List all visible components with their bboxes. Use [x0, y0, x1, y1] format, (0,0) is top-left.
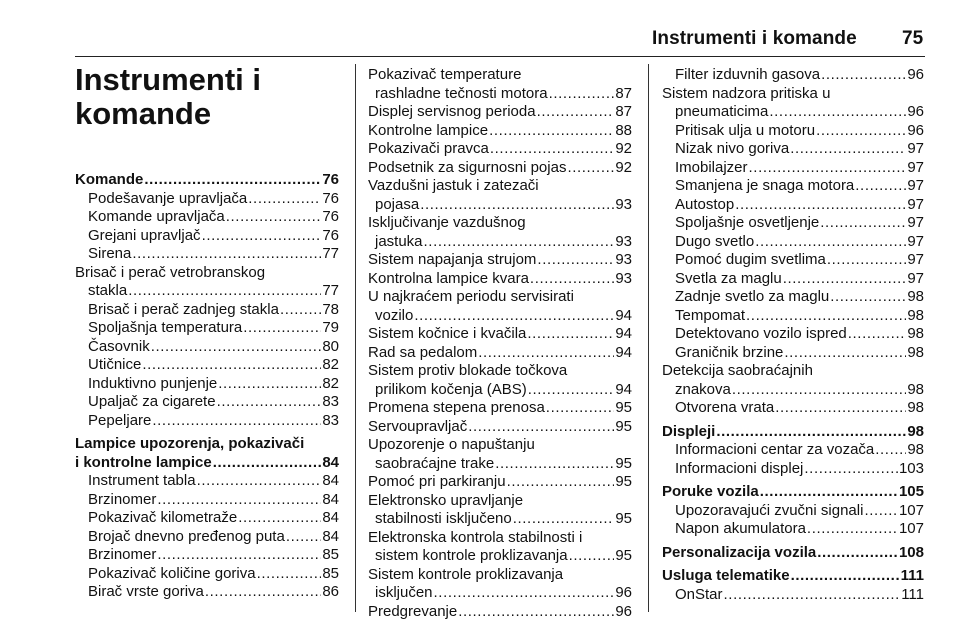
toc-section-entry[interactable] — [662, 567, 924, 586]
header-rule — [75, 56, 925, 57]
toc-entry-heading[interactable]: Sistem kontrole proklizavanja — [368, 565, 564, 583]
toc-entry-heading[interactable]: Sistem protiv blokade točkova — [368, 362, 568, 379]
toc-entry-label: OnStar — [675, 585, 723, 603]
toc-entry[interactable] — [368, 473, 632, 492]
toc-entry-label: Detektovano vozilo ispred — [675, 325, 847, 342]
toc-entry-label: Spoljašnja temperatura — [88, 319, 243, 336]
dot-leader — [746, 307, 906, 326]
dot-leader — [132, 245, 321, 264]
toc-entry[interactable] — [368, 510, 632, 529]
dot-leader — [537, 103, 615, 122]
toc-entry-label: Podešavanje upravljača — [88, 189, 248, 207]
dot-leader — [537, 251, 614, 270]
toc-entry[interactable] — [662, 399, 924, 418]
toc-page-number: 93 — [615, 232, 632, 250]
toc-entry[interactable] — [75, 227, 339, 246]
toc-entry[interactable] — [368, 233, 632, 252]
dot-leader — [830, 288, 906, 307]
toc-page-number: 84 — [322, 472, 339, 489]
toc-page-number: 96 — [907, 121, 924, 139]
dot-leader — [769, 103, 906, 122]
toc-entry-label: Utičnice — [88, 356, 142, 373]
toc-page-number: 96 — [907, 103, 924, 120]
toc-column-1 — [75, 171, 339, 602]
page-number: 75 — [902, 28, 924, 49]
toc-page-number: 103 — [898, 459, 924, 477]
toc-entry[interactable] — [75, 565, 339, 584]
dot-leader — [468, 418, 614, 437]
column-divider — [355, 64, 356, 612]
dot-leader — [783, 270, 907, 289]
toc-entry[interactable] — [662, 288, 924, 307]
toc-entry-label: Spoljašnje osvetljenje — [675, 214, 820, 231]
toc-entry[interactable] — [662, 460, 924, 479]
toc-entry-heading[interactable]: Elektronska kontrola stabilnosti i — [368, 528, 583, 546]
toc-entry[interactable] — [368, 103, 632, 122]
toc-section-entry[interactable] — [662, 544, 924, 563]
toc-entry[interactable] — [662, 122, 924, 141]
dot-leader — [816, 122, 906, 141]
toc-page-number: 92 — [615, 158, 632, 176]
dot-leader — [716, 423, 906, 442]
toc-entry-heading[interactable]: Pokazivač temperature — [368, 66, 522, 83]
toc-entry[interactable] — [368, 270, 632, 289]
toc-entry[interactable] — [75, 245, 339, 264]
toc-page-number: 76 — [322, 226, 339, 244]
toc-page-number: 79 — [322, 319, 339, 336]
toc-entry[interactable] — [75, 583, 339, 602]
toc-entry-label: Grejani upravljač — [88, 226, 201, 244]
toc-page-number: 96 — [615, 602, 632, 620]
toc-page-number: 97 — [907, 232, 924, 250]
dot-leader — [197, 472, 322, 491]
toc-page-number: 111 — [900, 567, 924, 584]
toc-page-number: 84 — [322, 453, 339, 471]
toc-page-number: 77 — [322, 282, 339, 299]
toc-entry-label: Displeji — [662, 422, 716, 440]
toc-entry-label: Zadnje svetlo za maglu — [675, 288, 830, 305]
dot-leader — [286, 528, 321, 547]
toc-entry[interactable] — [662, 177, 924, 196]
toc-page-number: 77 — [322, 245, 339, 262]
toc-entry-label: Pomoć pri parkiranju — [368, 473, 506, 490]
toc-entry-heading[interactable]: Detekcija saobraćajnih — [662, 362, 813, 379]
toc-entry-label: stakla — [88, 282, 128, 299]
toc-entry-label: Smanjena je snaga motora — [675, 177, 855, 194]
toc-entry[interactable] — [368, 122, 632, 141]
toc-page-number: 97 — [907, 158, 924, 176]
toc-page-number: 93 — [615, 269, 632, 287]
toc-entry[interactable] — [75, 509, 339, 528]
toc-page-number: 98 — [907, 325, 924, 342]
toc-section-entry[interactable] — [75, 454, 339, 473]
toc-section-entry[interactable] — [75, 171, 339, 190]
toc-entry-label: Pritisak ulja u motoru — [675, 121, 816, 139]
toc-page-number: 76 — [322, 189, 339, 207]
toc-entry-label: Filter izduvnih gasova — [675, 66, 821, 83]
toc-entry[interactable] — [662, 325, 924, 344]
dot-leader — [217, 393, 322, 412]
dot-leader — [420, 196, 614, 215]
toc-page-number: 87 — [615, 103, 632, 120]
toc-page-number: 95 — [615, 454, 632, 472]
dot-leader — [238, 509, 321, 528]
toc-page-number: 84 — [322, 509, 339, 526]
toc-entry[interactable] — [368, 325, 632, 344]
toc-entry[interactable] — [368, 140, 632, 159]
toc-entry-label: Svetla za maglu — [675, 269, 782, 287]
toc-entry[interactable] — [368, 159, 632, 178]
toc-entry-label: pojasa — [375, 195, 420, 213]
toc-page-number: 92 — [615, 140, 632, 157]
toc-entry-label: Usluga telematike — [662, 567, 790, 584]
toc-entry-label: Brojač dnevno pređenog puta — [88, 527, 285, 545]
toc-entry-label: Kontrolna lampice kvara — [368, 269, 529, 287]
dot-leader — [569, 547, 615, 566]
toc-page-number: 98 — [907, 399, 924, 416]
toc-entry-label: Predgrevanje — [368, 602, 458, 620]
toc-entry[interactable] — [75, 190, 339, 209]
dot-leader — [144, 171, 321, 190]
toc-entry-label: Brzinomer — [88, 546, 157, 563]
dot-leader — [128, 282, 321, 301]
toc-entry-label: rashladne tečnosti motora — [375, 84, 548, 102]
toc-entry[interactable] — [368, 344, 632, 363]
toc-page-number: 95 — [615, 399, 632, 416]
dot-leader — [791, 567, 900, 586]
toc-page-number: 97 — [907, 269, 924, 287]
toc-page-number: 86 — [322, 583, 339, 600]
toc-entry-label: Rad sa pedalom — [368, 343, 478, 361]
toc-entry[interactable] — [662, 66, 924, 85]
toc-entry[interactable] — [75, 356, 339, 375]
toc-entry-heading[interactable]: Sistem nadzora pritiska u — [662, 84, 831, 102]
toc-entry[interactable] — [75, 528, 339, 547]
toc-page-number: 107 — [898, 501, 924, 519]
toc-entry[interactable] — [662, 307, 924, 326]
dot-leader — [424, 233, 615, 252]
toc-entry-label: Napon akumulatora — [675, 520, 806, 537]
toc-entry-label: Brzinomer — [88, 490, 157, 508]
toc-entry-label: Sistem kočnice i kvačila — [368, 325, 527, 342]
dot-leader — [490, 140, 614, 159]
toc-entry[interactable] — [368, 547, 632, 566]
toc-entry[interactable] — [368, 85, 632, 104]
toc-page-number: 76 — [322, 171, 339, 188]
running-header-title: Instrumenti i komande — [652, 28, 857, 49]
dot-leader — [213, 454, 322, 473]
toc-entry-heading[interactable]: Elektronsko upravljanje — [368, 491, 524, 509]
dot-leader — [848, 325, 907, 344]
dot-leader — [152, 412, 321, 431]
toc-entry-label: Pokazivač kilometraže — [88, 509, 238, 526]
dot-leader — [827, 251, 906, 270]
toc-page-number: 78 — [322, 300, 339, 318]
dot-leader — [151, 338, 322, 357]
toc-page-number: 95 — [615, 547, 632, 564]
toc-entry-label: Pokazivači pravca — [368, 140, 489, 157]
dot-leader — [855, 177, 906, 196]
toc-entry-heading[interactable]: Brisač i perač vetrobranskog — [75, 263, 266, 281]
toc-entry[interactable] — [75, 301, 339, 320]
dot-leader — [864, 502, 898, 521]
dot-leader — [775, 399, 906, 418]
toc-entry-label: Poruke vozila — [662, 483, 759, 500]
dot-leader — [489, 122, 614, 141]
toc-section-entry[interactable] — [662, 483, 924, 502]
toc-page-number: 85 — [322, 564, 339, 582]
toc-entry-label: i kontrolne lampice — [75, 453, 212, 471]
dot-leader — [495, 455, 614, 474]
toc-entry[interactable] — [368, 399, 632, 418]
toc-entry-label: Birač vrste goriva — [88, 583, 204, 600]
toc-page-number: 98 — [907, 422, 924, 440]
dot-leader — [243, 319, 321, 338]
dot-leader — [790, 140, 906, 159]
toc-page-number: 98 — [907, 441, 924, 458]
toc-page-number: 82 — [322, 374, 339, 392]
toc-page-number: 97 — [907, 195, 924, 213]
dot-leader — [528, 381, 615, 400]
chapter-title-line: Instrumenti i — [75, 62, 262, 97]
dot-leader — [807, 520, 898, 539]
dot-leader — [205, 583, 321, 602]
toc-page-number: 83 — [322, 411, 339, 429]
dot-leader — [875, 441, 906, 460]
toc-entry[interactable] — [75, 208, 339, 227]
toc-page-number: 97 — [907, 177, 924, 194]
toc-entry[interactable] — [662, 159, 924, 178]
toc-page-number: 88 — [615, 121, 632, 139]
toc-page-number: 85 — [322, 546, 339, 563]
dot-leader — [142, 356, 321, 375]
toc-entry-label: Dugo svetlo — [675, 232, 755, 250]
toc-page-number: 94 — [615, 306, 632, 324]
toc-entry-label: Promena stepena prenosa — [368, 399, 545, 416]
toc-entry[interactable] — [662, 140, 924, 159]
toc-entry-label: Upaljač za cigarete — [88, 393, 216, 410]
dot-leader — [414, 307, 614, 326]
toc-page-number: 98 — [907, 288, 924, 305]
toc-entry-label: Sistem napajanja strujom — [368, 251, 537, 268]
toc-page-number: 93 — [615, 195, 632, 213]
dot-leader — [749, 159, 907, 178]
toc-page-number: 97 — [907, 251, 924, 268]
dot-leader — [546, 399, 615, 418]
dot-leader — [820, 214, 906, 233]
toc-page-number: 93 — [615, 251, 632, 268]
toc-entry-label: Imobilajzer — [675, 158, 748, 176]
dot-leader — [434, 584, 615, 603]
toc-entry-label: prilikom kočenja (ABS) — [375, 380, 527, 398]
toc-entry-label: Nizak nivo goriva — [675, 140, 790, 157]
toc-entry[interactable] — [368, 196, 632, 215]
dot-leader — [567, 159, 614, 178]
toc-entry-label: Displej servisnog perioda — [368, 103, 536, 120]
toc-entry[interactable] — [662, 344, 924, 363]
toc-page-number: 96 — [907, 66, 924, 83]
toc-entry[interactable] — [662, 103, 924, 122]
dot-leader — [724, 586, 901, 605]
toc-entry[interactable] — [368, 455, 632, 474]
dot-leader — [513, 510, 615, 529]
dot-leader — [732, 381, 906, 400]
toc-entry[interactable] — [662, 381, 924, 400]
dot-leader — [458, 603, 614, 622]
toc-page-number: 97 — [907, 140, 924, 157]
dot-leader — [804, 460, 898, 479]
toc-entry[interactable] — [75, 338, 339, 357]
toc-entry-label: Kontrolne lampice — [368, 121, 489, 139]
toc-entry-label: Induktivno punjenje — [88, 374, 218, 392]
toc-entry[interactable] — [75, 319, 339, 338]
chapter-title-line: komande — [75, 96, 212, 131]
toc-entry-label: Sirena — [88, 245, 132, 262]
toc-entry[interactable] — [75, 472, 339, 491]
toc-page-number: 94 — [615, 343, 632, 361]
dot-leader — [248, 190, 321, 209]
toc-entry-label: Pepeljare — [88, 411, 152, 429]
toc-page-number: 96 — [615, 584, 632, 601]
toc-page-number: 82 — [322, 356, 339, 373]
dot-leader — [755, 233, 906, 252]
dot-leader — [549, 85, 615, 104]
toc-entry-heading[interactable]: Vazdušni jastuk i zatezači — [368, 177, 539, 194]
toc-entry-label: Instrument tabla — [88, 472, 196, 489]
dot-leader — [527, 325, 614, 344]
toc-entry-label: Brisač i perač zadnjeg stakla — [88, 300, 279, 318]
toc-entry-label: pneumaticima — [675, 103, 769, 120]
column-divider — [648, 64, 649, 612]
toc-page-number: 98 — [907, 343, 924, 361]
toc-entry[interactable] — [368, 307, 632, 326]
dot-leader — [478, 344, 614, 363]
toc-page-number: 84 — [322, 490, 339, 508]
toc-entry[interactable] — [75, 546, 339, 565]
toc-entry[interactable] — [662, 196, 924, 215]
toc-entry-label: Autostop — [675, 195, 735, 213]
dot-leader — [157, 546, 321, 565]
toc-entry-heading[interactable]: Upozorenje o napuštanju — [368, 436, 535, 453]
toc-column-2 — [368, 66, 632, 621]
toc-entry[interactable] — [368, 418, 632, 437]
toc-entry-heading[interactable]: U najkraćem periodu servisirati — [368, 288, 574, 305]
toc-entry[interactable] — [368, 584, 632, 603]
toc-page-number: 80 — [322, 337, 339, 355]
dot-leader — [530, 270, 614, 289]
toc-entry[interactable] — [75, 393, 339, 412]
toc-page-number: 98 — [907, 306, 924, 324]
dot-leader — [821, 66, 906, 85]
toc-entry-label: Časovnik — [88, 337, 150, 355]
toc-entry[interactable] — [75, 282, 339, 301]
toc-entry-label: vozilo — [375, 306, 414, 324]
toc-entry-label: isključen — [375, 584, 433, 601]
toc-entry-label: Tempomat — [675, 306, 746, 324]
toc-page-number: 97 — [907, 214, 924, 231]
dot-leader — [817, 544, 898, 563]
toc-page-number: 87 — [615, 84, 632, 102]
toc-entry[interactable] — [662, 586, 924, 605]
toc-entry-label: Graničnik brzine — [675, 343, 784, 361]
toc-section-heading[interactable]: Lampice upozorenja, pokazivači — [75, 435, 305, 452]
toc-page-number: 94 — [615, 325, 632, 342]
toc-entry[interactable] — [662, 502, 924, 521]
dot-leader — [218, 375, 321, 394]
chapter-title — [75, 63, 345, 131]
page-header — [0, 0, 960, 56]
toc-entry-label: saobraćajne trake — [375, 454, 495, 472]
toc-entry[interactable] — [75, 375, 339, 394]
toc-column-3 — [662, 66, 924, 604]
toc-section-entry[interactable] — [662, 423, 924, 442]
toc-entry-label: znakova — [675, 380, 731, 398]
toc-entry[interactable] — [368, 381, 632, 400]
toc-entry[interactable] — [75, 412, 339, 431]
toc-entry-label: sistem kontrole proklizavanja — [375, 547, 568, 564]
dot-leader — [760, 483, 898, 502]
toc-entry-label: Servoupravljač — [368, 417, 468, 435]
toc-entry-label: stabilnosti isključeno — [375, 510, 512, 527]
toc-entry[interactable] — [662, 233, 924, 252]
toc-page-number: 105 — [898, 483, 924, 500]
toc-page-number: 98 — [907, 380, 924, 398]
dot-leader — [202, 227, 322, 246]
toc-page-number: 83 — [322, 393, 339, 410]
toc-entry-label: Informacioni displej — [675, 459, 804, 477]
dot-leader — [157, 491, 321, 510]
toc-page-number: 95 — [615, 473, 632, 490]
toc-entry[interactable] — [662, 214, 924, 233]
toc-entry-label: Podsetnik za sigurnosni pojas — [368, 158, 567, 176]
dot-leader — [280, 301, 321, 320]
toc-entry-heading[interactable]: Isključivanje vazdušnog — [368, 214, 526, 231]
toc-page-number: 95 — [615, 417, 632, 435]
toc-entry-label: Komande upravljača — [88, 208, 225, 225]
toc-page-number: 111 — [901, 585, 924, 603]
toc-entry-label: Upozoravajući zvučni signali — [675, 501, 864, 519]
dot-leader — [507, 473, 615, 492]
dot-leader — [226, 208, 322, 227]
toc-page-number: 95 — [615, 510, 632, 527]
toc-entry[interactable] — [368, 603, 632, 622]
toc-entry-label: Personalizacija vozila — [662, 543, 817, 561]
toc-entry-label: Informacioni centar za vozača — [675, 441, 875, 458]
toc-entry-label: Otvorena vrata — [675, 399, 775, 416]
toc-entry[interactable] — [75, 491, 339, 510]
toc-entry-label: Pomoć dugim svetlima — [675, 251, 826, 268]
toc-page-number: 76 — [322, 208, 339, 225]
dot-leader — [257, 565, 322, 584]
toc-entry-label: Pokazivač količine goriva — [88, 564, 256, 582]
dot-leader — [784, 344, 906, 363]
toc-entry[interactable] — [368, 251, 632, 270]
toc-page-number: 94 — [615, 380, 632, 398]
toc-page-number: 107 — [898, 520, 924, 537]
dot-leader — [735, 196, 906, 215]
toc-entry[interactable] — [662, 520, 924, 539]
toc-entry[interactable] — [662, 251, 924, 270]
toc-page-number: 108 — [898, 543, 924, 561]
toc-entry-label: Komande — [75, 171, 144, 188]
toc-entry[interactable] — [662, 441, 924, 460]
toc-entry[interactable] — [662, 270, 924, 289]
toc-entry-label: jastuka — [375, 232, 423, 250]
toc-page-number: 84 — [322, 527, 339, 545]
